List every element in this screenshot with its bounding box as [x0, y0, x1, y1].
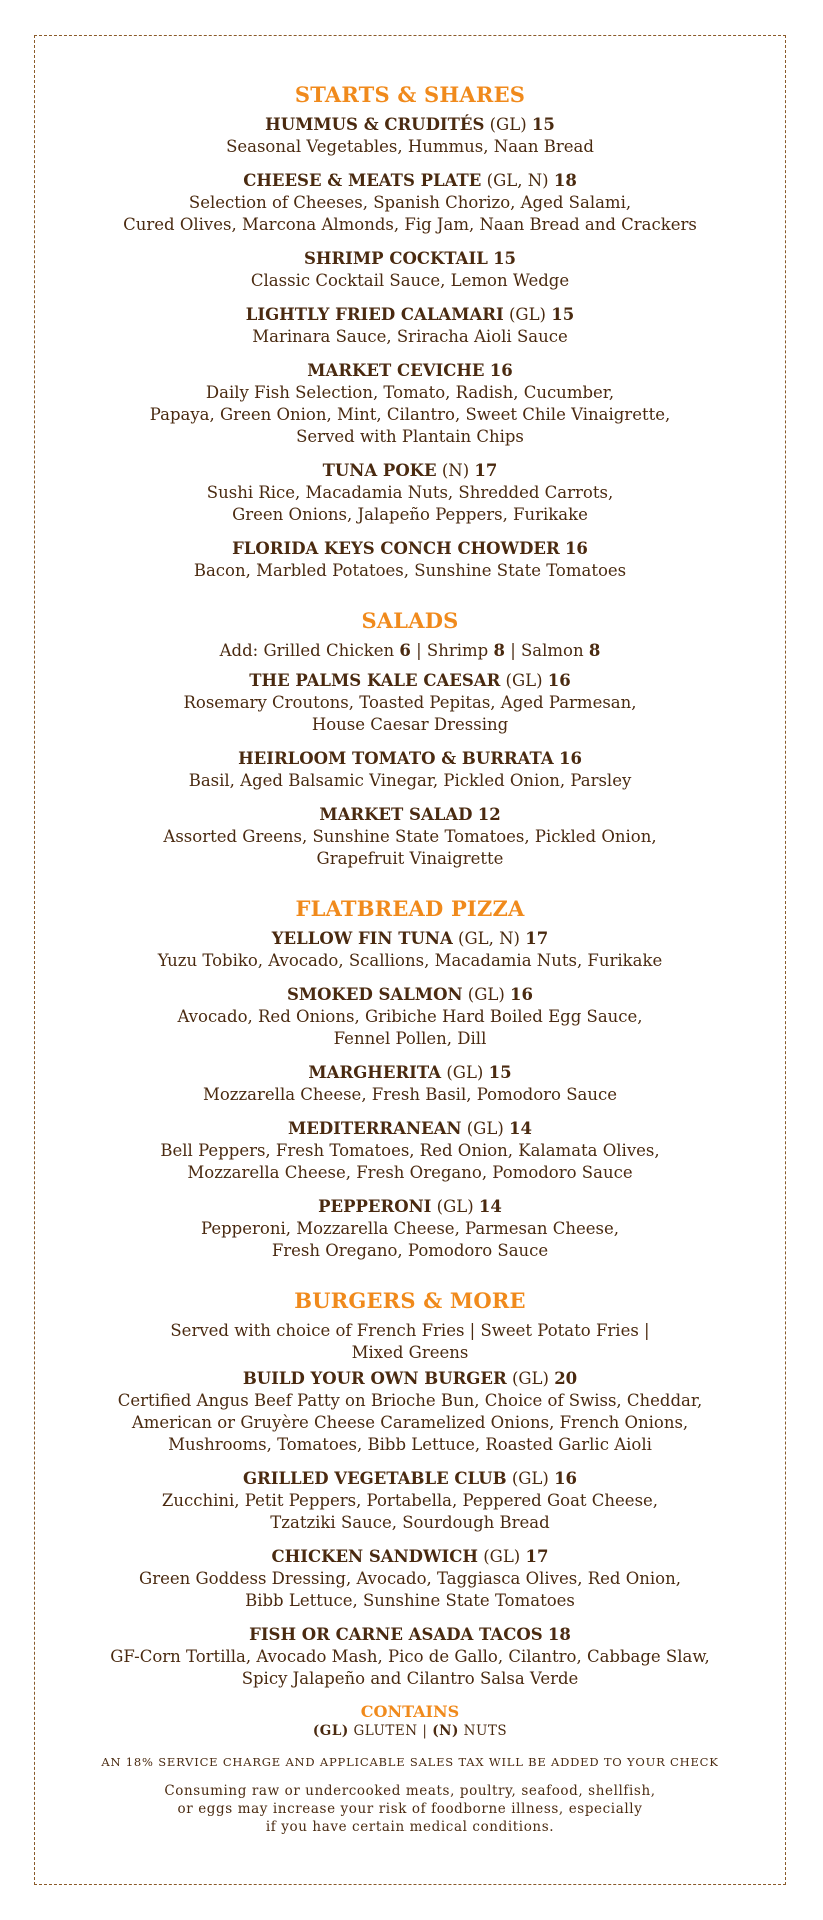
- item-description-line: Mushrooms, Tomatoes, Bibb Lettuce, Roasted Garlic Aioli: [168, 1435, 652, 1454]
- item-heading: [34, 1624, 786, 1646]
- item-description-line: Mozzarella Cheese, Fresh Basil, Pomodoro Sauce: [202, 1085, 618, 1104]
- menu-item: [34, 1368, 786, 1456]
- menu-item: [34, 1118, 786, 1184]
- item-description-line: Mozzarella Cheese, Fresh Oregano, Pomodoro Sauce: [187, 1163, 633, 1182]
- item-description-line: Certified Angus Beef Patty on Brioche Bun, Choice of Swiss, Cheddar,: [117, 1391, 703, 1410]
- contains-title: CONTAINS: [360, 1702, 460, 1721]
- item-heading: [34, 1546, 786, 1568]
- item-description-line: Selection of Cheeses, Spanish Chorizo, Aged Salami,: [188, 193, 632, 212]
- menu-item: [34, 1624, 786, 1690]
- item-description-line: Seasonal Vegetables, Hummus, Naan Bread: [226, 137, 594, 156]
- addon-shrimp-price: 8: [493, 641, 505, 660]
- menu-item: [34, 114, 786, 158]
- item-name: SMOKED SALMON: [286, 985, 463, 1004]
- item-name: TUNA POKE: [322, 461, 437, 480]
- menu-item: [34, 170, 786, 236]
- menu-item: [34, 804, 786, 870]
- menu-item: [34, 1196, 786, 1262]
- item-heading: [34, 670, 786, 692]
- menu-item: [34, 928, 786, 972]
- item-heading: [34, 928, 786, 950]
- item-description-line: Basil, Aged Balsamic Vinegar, Pickled Onion, Parsley: [188, 771, 632, 790]
- section-title: STARTS & SHARES: [294, 82, 526, 107]
- menu-item: [34, 248, 786, 292]
- addon-chicken-price: 6: [399, 641, 411, 660]
- n-label: NUTS: [463, 1723, 508, 1739]
- warning-line: if you have certain medical conditions.: [265, 1819, 555, 1835]
- item-description-line: Bacon, Marbled Potatoes, Sunshine State Tomatoes: [193, 561, 627, 580]
- item-name: GRILLED VEGETABLE CLUB: [242, 1469, 507, 1488]
- menu-content: [34, 82, 786, 1836]
- item-allergen-tag: (GL, N): [458, 929, 520, 948]
- item-name: MARKET SALAD: [319, 805, 473, 824]
- item-allergen-tag: (GL, N): [486, 171, 549, 190]
- item-heading: [34, 304, 786, 326]
- item-price: 16: [489, 361, 513, 380]
- menu-item: [34, 304, 786, 348]
- item-price: 16: [547, 671, 571, 690]
- item-description-line: Served with Plantain Chips: [296, 427, 524, 446]
- legend-separator: |: [422, 1723, 428, 1739]
- item-description-line: Green Goddess Dressing, Avocado, Taggiasca Olives, Red Onion,: [139, 1569, 681, 1588]
- item-price: 18: [553, 171, 577, 190]
- menu-item: [34, 460, 786, 526]
- section-title: SALADS: [361, 608, 459, 633]
- item-name: FISH OR CARNE ASADA TACOS: [249, 1625, 543, 1644]
- item-price: 17: [474, 461, 498, 480]
- item-allergen-tag: (GL): [489, 115, 527, 134]
- item-heading: [34, 1062, 786, 1084]
- item-price: 15: [551, 305, 575, 324]
- item-description-line: Fresh Oregano, Pomodoro Sauce: [271, 1241, 549, 1260]
- item-description-line: Tzatziki Sauce, Sourdough Bread: [270, 1513, 550, 1532]
- item-description-line: Spicy Jalapeño and Cilantro Salsa Verde: [241, 1669, 579, 1688]
- addon-salmon-price: 8: [588, 641, 601, 660]
- served-line: Mixed Greens: [351, 1343, 469, 1362]
- item-list: [34, 670, 786, 870]
- section-flatbread-pizza: [34, 896, 786, 1262]
- item-list: [34, 114, 786, 582]
- item-name: YELLOW FIN TUNA: [271, 929, 453, 948]
- menu-item: [34, 670, 786, 736]
- item-allergen-tag: (GL): [483, 1547, 521, 1566]
- salad-addon-line: [34, 640, 786, 662]
- item-price: 14: [478, 1197, 502, 1216]
- item-allergen-tag: (GL): [446, 1063, 484, 1082]
- menu-item: [34, 1468, 786, 1534]
- menu-item: [34, 538, 786, 582]
- item-description-line: Papaya, Green Onion, Mint, Cilantro, Sweet Chile Vinaigrette,: [149, 405, 671, 424]
- item-description-line: Assorted Greens, Sunshine State Tomatoes, Pickled Onion,: [163, 827, 657, 846]
- item-description-line: Bell Peppers, Fresh Tomatoes, Red Onion, Kalamata Olives,: [160, 1141, 660, 1160]
- n-code: (N): [432, 1723, 459, 1739]
- item-price: 17: [525, 929, 549, 948]
- item-description-line: Cured Olives, Marcona Almonds, Fig Jam, Naan Bread and Crackers: [123, 215, 697, 234]
- item-heading: [34, 460, 786, 482]
- gl-label: GLUTEN: [353, 1723, 418, 1739]
- item-heading: [34, 1468, 786, 1490]
- item-name: HUMMUS & CRUDITÉS: [265, 115, 485, 134]
- item-name: LIGHTLY FRIED CALAMARI: [245, 305, 504, 324]
- item-description-line: Rosemary Croutons, Toasted Pepitas, Aged Parmesan,: [183, 693, 637, 712]
- item-name: THE PALMS KALE CAESAR: [249, 671, 501, 690]
- item-heading: [34, 170, 786, 192]
- item-description-line: Classic Cocktail Sauce, Lemon Wedge: [250, 271, 570, 290]
- section-title: BURGERS & MORE: [294, 1288, 526, 1313]
- item-price: 17: [525, 1547, 549, 1566]
- service-charge-notice: AN 18% SERVICE CHARGE AND APPLICABLE SALES TAX WILL BE ADDED TO YOUR CHECK: [101, 1755, 719, 1769]
- item-description-line: Zucchini, Petit Peppers, Portabella, Peppered Goat Cheese,: [161, 1491, 659, 1510]
- item-name: MARKET CEVICHE: [307, 361, 485, 380]
- item-description-line: Yuzu Tobiko, Avocado, Scallions, Macadamia Nuts, Furikake: [157, 951, 663, 970]
- item-price: 14: [509, 1119, 532, 1138]
- item-price: 12: [477, 805, 501, 824]
- item-allergen-tag: (GL): [467, 985, 505, 1004]
- section-starts-shares: [34, 82, 786, 582]
- item-name: MARGHERITA: [308, 1063, 442, 1082]
- item-description-line: Green Onions, Jalapeño Peppers, Furikake: [232, 505, 588, 524]
- item-heading: [34, 1368, 786, 1390]
- addon-prefix: Add: Grilled Chicken: [219, 641, 395, 660]
- item-name: CHEESE & MEATS PLATE: [243, 171, 482, 190]
- item-description-line: Daily Fish Selection, Tomato, Radish, Cucumber,: [205, 383, 615, 402]
- served-with-note: [34, 1320, 786, 1364]
- item-price: 16: [564, 539, 588, 558]
- section-title: FLATBREAD PIZZA: [295, 896, 525, 921]
- item-name: FLORIDA KEYS CONCH CHOWDER: [232, 539, 560, 558]
- item-allergen-tag: (GL): [511, 1469, 549, 1488]
- item-price: 18: [547, 1625, 571, 1644]
- item-heading: [34, 1118, 786, 1140]
- food-safety-warning: [34, 1782, 786, 1836]
- item-heading: [34, 248, 786, 270]
- addon-salmon-label: | Salmon: [510, 641, 584, 660]
- section-burgers-more: [34, 1288, 786, 1690]
- item-description-line: Grapefruit Vinaigrette: [316, 849, 504, 868]
- item-heading: [34, 984, 786, 1006]
- item-list: [34, 928, 786, 1262]
- item-description-line: Fennel Pollen, Dill: [333, 1029, 487, 1048]
- item-price: 16: [510, 985, 534, 1004]
- addon-shrimp-label: | Shrimp: [416, 641, 489, 660]
- item-name: PEPPERONI: [318, 1197, 432, 1216]
- item-name: BUILD YOUR OWN BURGER: [242, 1369, 507, 1388]
- item-description-line: House Caesar Dressing: [311, 715, 509, 734]
- item-description-line: Avocado, Red Onions, Gribiche Hard Boiled Egg Sauce,: [177, 1007, 643, 1026]
- menu-item: [34, 1546, 786, 1612]
- menu-item: [34, 748, 786, 792]
- item-description-line: Sushi Rice, Macadamia Nuts, Shredded Carrots,: [206, 483, 614, 502]
- item-name: CHICKEN SANDWICH: [271, 1547, 478, 1566]
- item-description-line: Marinara Sauce, Sriracha Aioli Sauce: [252, 327, 568, 346]
- item-description-line: Bibb Lettuce, Sunshine State Tomatoes: [245, 1591, 575, 1610]
- section-salads: [34, 608, 786, 870]
- item-allergen-tag: (GL): [505, 671, 543, 690]
- item-list: [34, 1368, 786, 1690]
- item-price: 15: [493, 249, 517, 268]
- item-description-line: American or Gruyère Cheese Caramelized Onions, French Onions,: [131, 1413, 689, 1432]
- item-allergen-tag: (GL): [511, 1369, 549, 1388]
- item-allergen-tag: (GL): [436, 1197, 474, 1216]
- item-price: 15: [488, 1063, 512, 1082]
- item-description-line: Pepperoni, Mozzarella Cheese, Parmesan Cheese,: [200, 1219, 619, 1238]
- served-line: Served with choice of French Fries | Sweet Potato Fries |: [170, 1321, 650, 1340]
- item-allergen-tag: (GL): [466, 1119, 504, 1138]
- item-price: 15: [531, 115, 555, 134]
- item-name: MEDITERRANEAN: [288, 1119, 462, 1138]
- menu-item: [34, 984, 786, 1050]
- warning-line: Consuming raw or undercooked meats, poultry, seafood, shellfish,: [164, 1783, 656, 1799]
- item-allergen-tag: (N): [441, 461, 470, 480]
- warning-line: or eggs may increase your risk of foodborne illness, especially: [177, 1801, 643, 1817]
- gl-code: (GL): [312, 1723, 349, 1739]
- item-price: 20: [554, 1369, 578, 1388]
- allergen-legend: [34, 1722, 786, 1740]
- item-heading: [34, 1196, 786, 1218]
- item-price: 16: [558, 749, 582, 768]
- item-heading: [34, 114, 786, 136]
- item-name: HEIRLOOM TOMATO & BURRATA: [238, 749, 554, 768]
- item-heading: [34, 538, 786, 560]
- item-heading: [34, 360, 786, 382]
- menu-item: [34, 1062, 786, 1106]
- item-heading: [34, 804, 786, 826]
- menu-item: [34, 360, 786, 448]
- item-allergen-tag: (GL): [508, 305, 546, 324]
- item-name: SHRIMP COCKTAIL: [303, 249, 488, 268]
- item-price: 16: [554, 1469, 578, 1488]
- item-heading: [34, 748, 786, 770]
- item-description-line: GF-Corn Tortilla, Avocado Mash, Pico de Gallo, Cilantro, Cabbage Slaw,: [110, 1647, 710, 1666]
